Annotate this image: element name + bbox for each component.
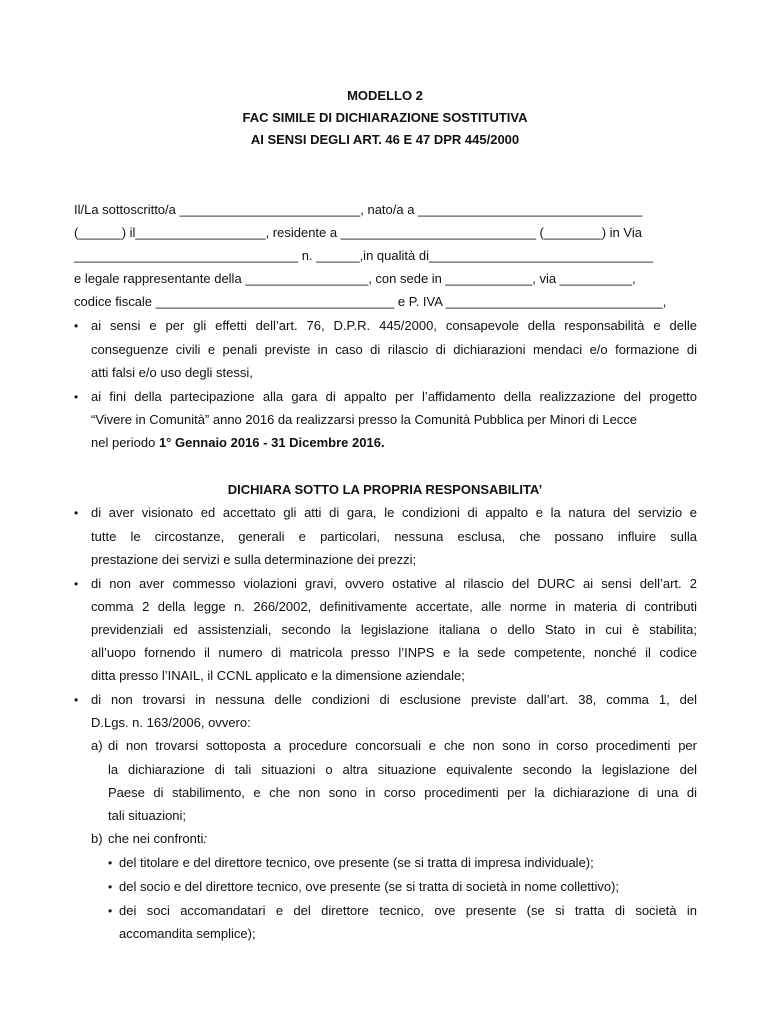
premise-1-line: atti falsi e/o uso degli stessi, [91, 365, 253, 380]
intro-line-company: e legale rappresentante della _________________, con sede in ____________, via __________, [74, 271, 636, 286]
bullet-icon: • [108, 856, 113, 870]
sub-b-item: del titolare e del direttore tecnico, ove presente (se si tratta di impresa individuale); [119, 855, 594, 870]
sub-a-line: Paese di stabilimento, e che non sono in corso procedimenti per la dichiarazione di una di [108, 785, 697, 800]
sub-a-line: tali situazioni; [108, 808, 187, 823]
period-prefix: nel periodo [91, 435, 159, 450]
sub-b-line [108, 829, 697, 849]
declaration-1-line: tutte le circostanze, generali e particolari, nessuna esclusa, che possano influire sulla [91, 529, 697, 544]
premise-1-line: conseguenze civili e penali previste in caso di rilascio di dichiarazioni mendaci e/o formazione di [91, 342, 697, 357]
sub-b-item: del socio e del direttore tecnico, ove presente (se si tratta di società in nome collettivo); [119, 879, 620, 894]
intro-line-role: _______________________________ n. ______,in qualità di_______________________________ [74, 248, 654, 263]
declaration-2-line: all’uopo fornendo il numero di matricola presso l’INPS e la sede competente, nonché il codice [91, 645, 697, 660]
declaration-1-line: di aver visionato ed accettato gli atti di gara, le condizioni di appalto e la natura del servizio e [91, 505, 697, 520]
declaration-2-line: previdenziali ed assistenziali, secondo la legislazione italiana o dello Stato in cui è stabilita; [91, 622, 697, 637]
intro-line-tax: codice fiscale _________________________________ e P. IVA ______________________________, [74, 294, 667, 309]
intro-line-name: Il/La sottoscritto/a _________________________, nato/a a _______________________________ [74, 202, 643, 217]
declaration-2-line: ditta presso l’INAIL, il CCNL applicato e la dimensione aziendale; [91, 668, 465, 683]
sub-a-line: la dichiarazione di tali situazioni o altra situazione equivalente secondo la legislazione del [108, 762, 697, 777]
declaration-1-line: prestazione dei servizi e sulla determinazione dei prezzi; [91, 552, 417, 567]
declaration-2-line: di non aver commesso violazioni gravi, ovvero ostative al rilascio del DURC ai sensi dell’art. 2 [91, 576, 697, 591]
bullet-icon: • [74, 319, 79, 333]
bullet-icon: • [74, 693, 79, 707]
document-model: MODELLO 2 [347, 88, 423, 103]
bullet-icon: • [74, 577, 79, 591]
declaration-3-line: di non trovarsi in nessuna delle condizioni di esclusione previste dall’art. 38, comma 1, del [91, 692, 697, 707]
premise-2-line: ai fini della partecipazione alla gara di appalto per l’affidamento della realizzazione del progetto [91, 389, 697, 404]
bullet-icon: • [74, 506, 79, 520]
document-subtitle: AI SENSI DEGLI ART. 46 E 47 DPR 445/2000 [250, 132, 520, 147]
bullet-icon: • [108, 880, 113, 894]
sub-a-line: di non trovarsi sottoposta a procedure concorsuali e che non sono in corso procedimenti per [108, 738, 697, 753]
period-suffix: . [380, 435, 385, 450]
sub-b-item: accomandita semplice); [119, 926, 256, 941]
declaration-heading: DICHIARA SOTTO LA PROPRIA RESPONSABILITA’ [227, 482, 543, 497]
sub-b-item: dei soci accomandatari e del direttore tecnico, ove presente (se si tratta di società in [119, 903, 697, 918]
premise-2-period [91, 433, 697, 453]
sub-a-marker: a) [91, 738, 103, 753]
declaration-3-line: D.Lgs. n. 163/2006, ovvero: [91, 715, 251, 730]
bullet-icon: • [74, 390, 79, 404]
sub-b-marker: b) [91, 831, 103, 846]
bullet-icon: • [108, 904, 113, 918]
period-dates: 1° Gennaio 2016 - 31 Dicembre 2016 [158, 435, 381, 450]
sub-b-colon: : [203, 831, 208, 846]
premise-1-line: ai sensi e per gli effetti dell’art. 76, D.P.R. 445/2000, consapevole della responsabilità e delle [91, 318, 697, 333]
sub-b-text: che nei confronti [108, 831, 204, 846]
premise-2-line: “Vivere in Comunità” anno 2016 da realizzarsi presso la Comunità Pubblica per Minori di Lecce [91, 412, 638, 427]
declaration-2-line: comma 2 della legge n. 266/2002, definitivamente accertate, alle norme in materia di contributi [91, 599, 697, 614]
intro-line-birth: (______) il__________________, residente a ___________________________ (________) in Via [74, 225, 642, 240]
document-title: FAC SIMILE DI DICHIARAZIONE SOSTITUTIVA [242, 110, 528, 125]
